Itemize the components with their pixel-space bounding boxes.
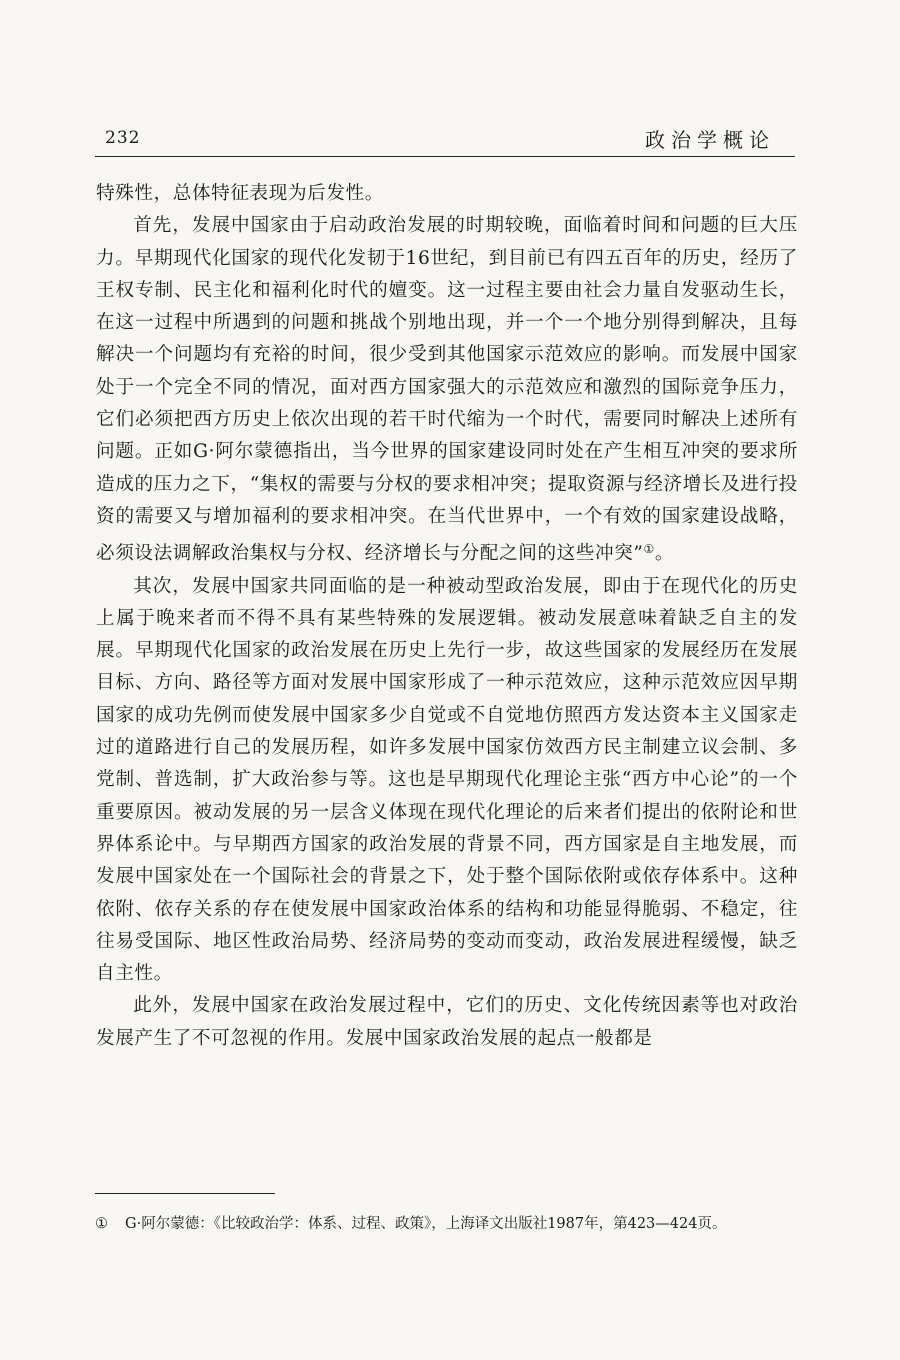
footnote: [95, 1214, 800, 1234]
paragraph-first-tail: 。: [654, 543, 675, 565]
running-title: 政治学概论: [645, 128, 775, 152]
paragraph-first-text: 首先，发展中国家由于启动政治发展的时期较晚，面临着时间和问题的巨大压力。早期现代化国家的现代化发韧于16世纪，到目前已有四五百年的历史，经历了王权专制、民主化和福利化时代的嬗变。这一过程主要由社会力量自发驱动生长，在这一过程中所遇到的问题和挑战个别地出现，并一个一个地分别得到解决，且每解决一个问题均有充裕的时间，很少受到其他国家示范效应的影响。而发展中国家处于一个完全不同的情况，面对西方国家强大的示范效应和激烈的国际竞争压力，它们必须把西方历史上依次出现的若干时代缩为一个时代，需要同时解决上述所有问题。正如G·阿尔蒙德指出，当今世界的国家建设同时处在产生相互冲突的要求所造成的压力之下，“集权的需要与分权的要求相冲突；提取资源与经济增长及进行投资的需要又与增加福利的要求相冲突。在当代世界中，一个有效的国家建设战略，必须设法调解政治集权与分权、经济增长与分配之间的这些冲突”: [96, 215, 798, 565]
body-text: [96, 178, 798, 1055]
header-rule: [95, 156, 795, 157]
paragraph-second: 其次，发展中国家共同面临的是一种被动型政治发展，即由于在现代化的历史上属于晚来者而不得不具有某些特殊的发展逻辑。被动发展意味着缺乏自主的发展。早期现代化国家的政治发展在历史上先行一步，故这些国家的发展经历在发展目标、方向、路径等方面对发展中国家形成了一种示范效应，这种示范效应因早期国家的成功先例而使发展中国家多少自觉或不自觉地仿照西方发达资本主义国家走过的道路进行自己的发展历程，如许多发展中国家仿效西方民主制建立议会制、多党制、普选制，扩大政治参与等。这也是早期现代化理论主张“西方中心论”的一个重要原因。被动发展的另一层含义体现在现代化理论的后来者们提出的依附论和世界体系论中。与早期西方国家的政治发展的背景不同，西方国家是自主地发展，而发展中国家处在一个国际社会的背景之下，处于整个国际依附或依存体系中。这种依附、依存关系的存在使发展中国家政治体系的结构和功能显得脆弱、不稳定，往往易受国际、地区性政治局势、经济局势的变动而变动，政治发展进程缓慢，缺乏自主性。: [96, 575, 798, 985]
page-number: 232: [105, 128, 141, 148]
footnote-reference[interactable]: ①: [643, 542, 655, 557]
footnote-rule: [95, 1193, 275, 1194]
footnote-mark: ①: [95, 1216, 108, 1232]
footnote-text: G·阿尔蒙德：《比较政治学：体系、过程、政策》，上海译文出版社1987年，第423—424页。: [125, 1216, 727, 1232]
paragraph-continuation: 特殊性，总体特征表现为后发性。: [96, 183, 384, 204]
paragraph-first: [96, 210, 798, 570]
page-header: [95, 118, 795, 154]
paragraph-third: 此外，发展中国家在政治发展过程中，它们的历史、文化传统因素等也对政治发展产生了不可忽视的作用。发展中国家政治发展的起点一般都是: [96, 995, 798, 1049]
